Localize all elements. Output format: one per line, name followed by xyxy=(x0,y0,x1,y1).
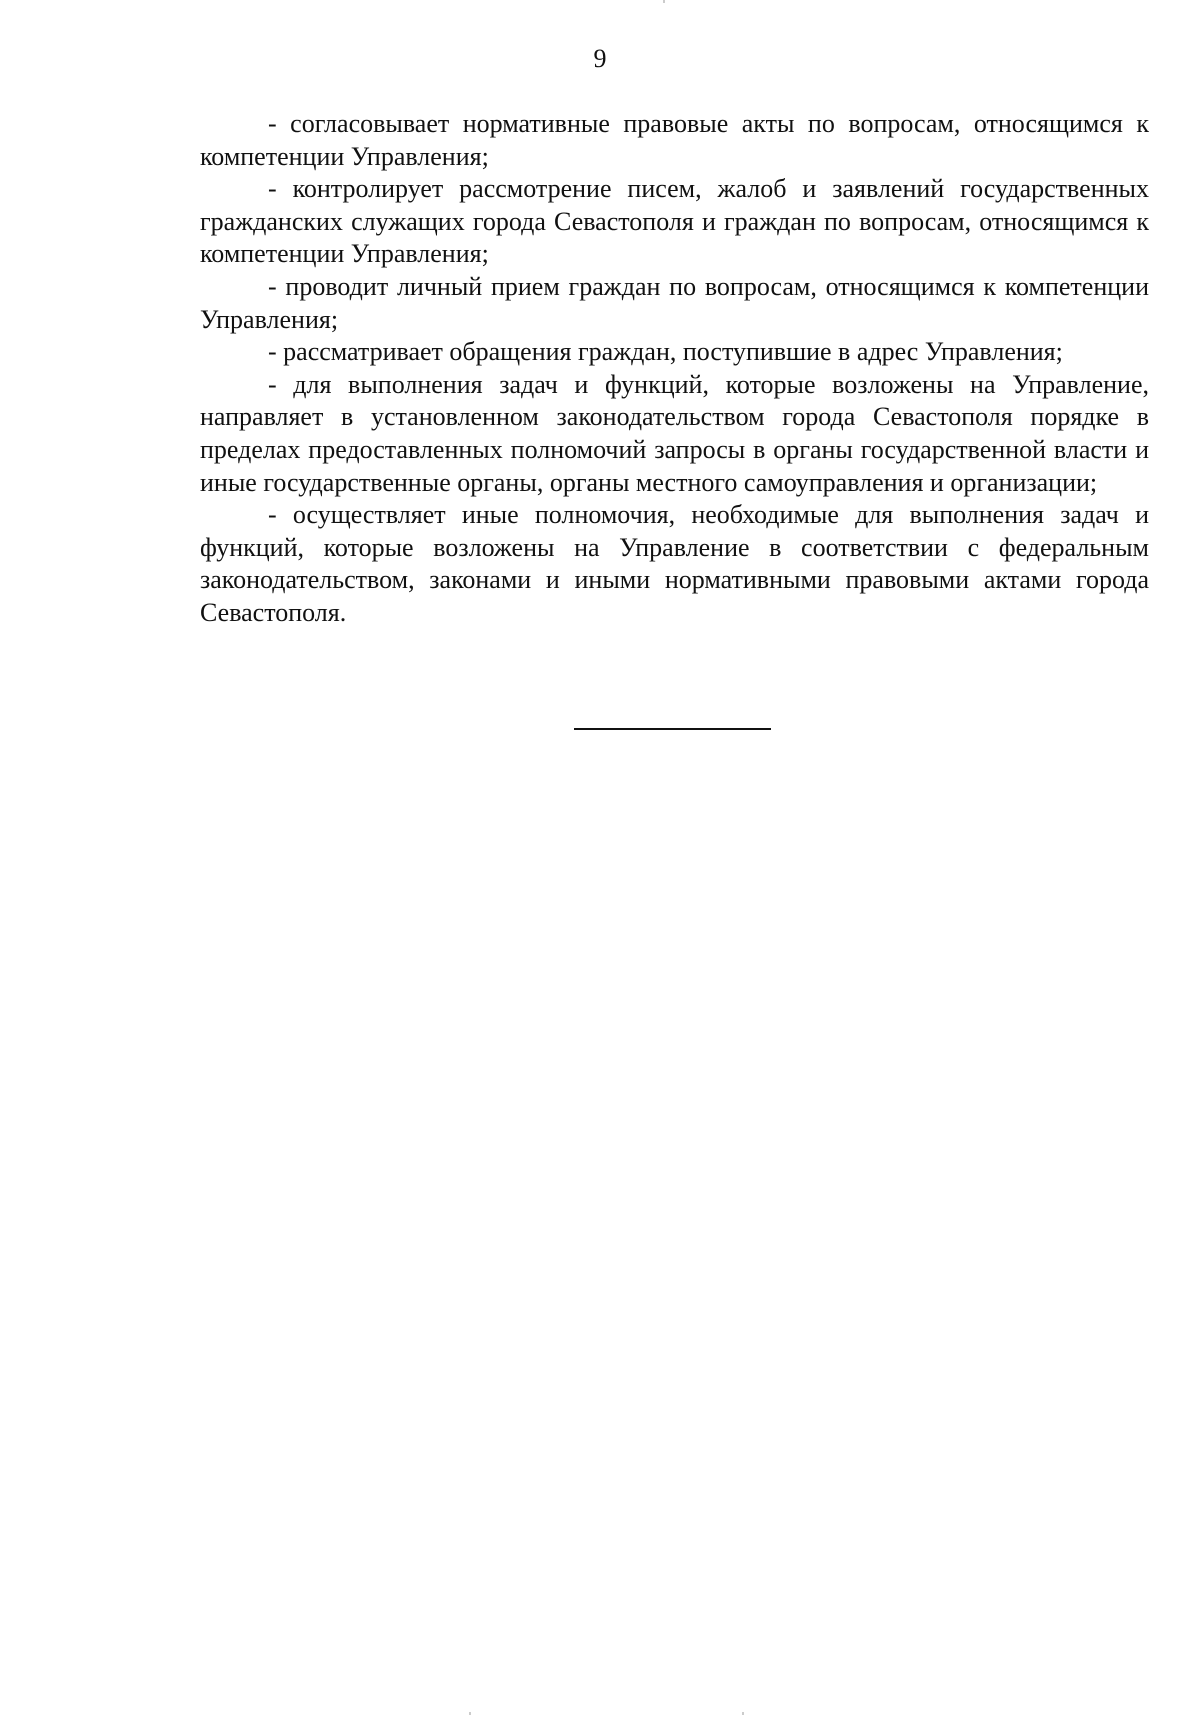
scan-artifact xyxy=(469,1712,471,1715)
paragraph-sends-requests: - для выполнения задач и функций, которые возложены на Управление, направляет в установленном законодательством города Севастополя порядке в пределах предоставленных полномочий запросы в органы государственной власти и иные государственные органы, органы местного самоуправления и организации; xyxy=(200,369,1149,497)
paragraph-personal-reception: - проводит личный прием граждан по вопросам, относящимся к компетенции Управления; xyxy=(200,271,1149,334)
paragraph-other-powers: - осуществляет иные полномочия, необходимые для выполнения задач и функций, которые возложены на Управление в соответствии с федеральным законодательством, законами и иными нормативными правовыми актами города Севастополя. xyxy=(200,500,1149,627)
paragraph-controls-letters: - контролирует рассмотрение писем, жалоб и заявлений государственных гражданских служащих города Севастополя и граждан по вопросам, относящимся к компетенции Управления; xyxy=(200,174,1149,269)
document-body xyxy=(200,108,1149,630)
paragraph-reviews-appeals: - рассматривает обращения граждан, поступившие в адрес Управления; xyxy=(268,337,1063,367)
end-of-document-rule xyxy=(574,728,771,730)
scan-artifact xyxy=(742,1712,744,1715)
page-number: 9 xyxy=(593,44,607,73)
paragraph-agrees-legal-acts: - согласовывает нормативные правовые акты по вопросам, относящимся к компетенции Управления; xyxy=(200,109,1149,171)
scan-artifact xyxy=(663,0,665,3)
